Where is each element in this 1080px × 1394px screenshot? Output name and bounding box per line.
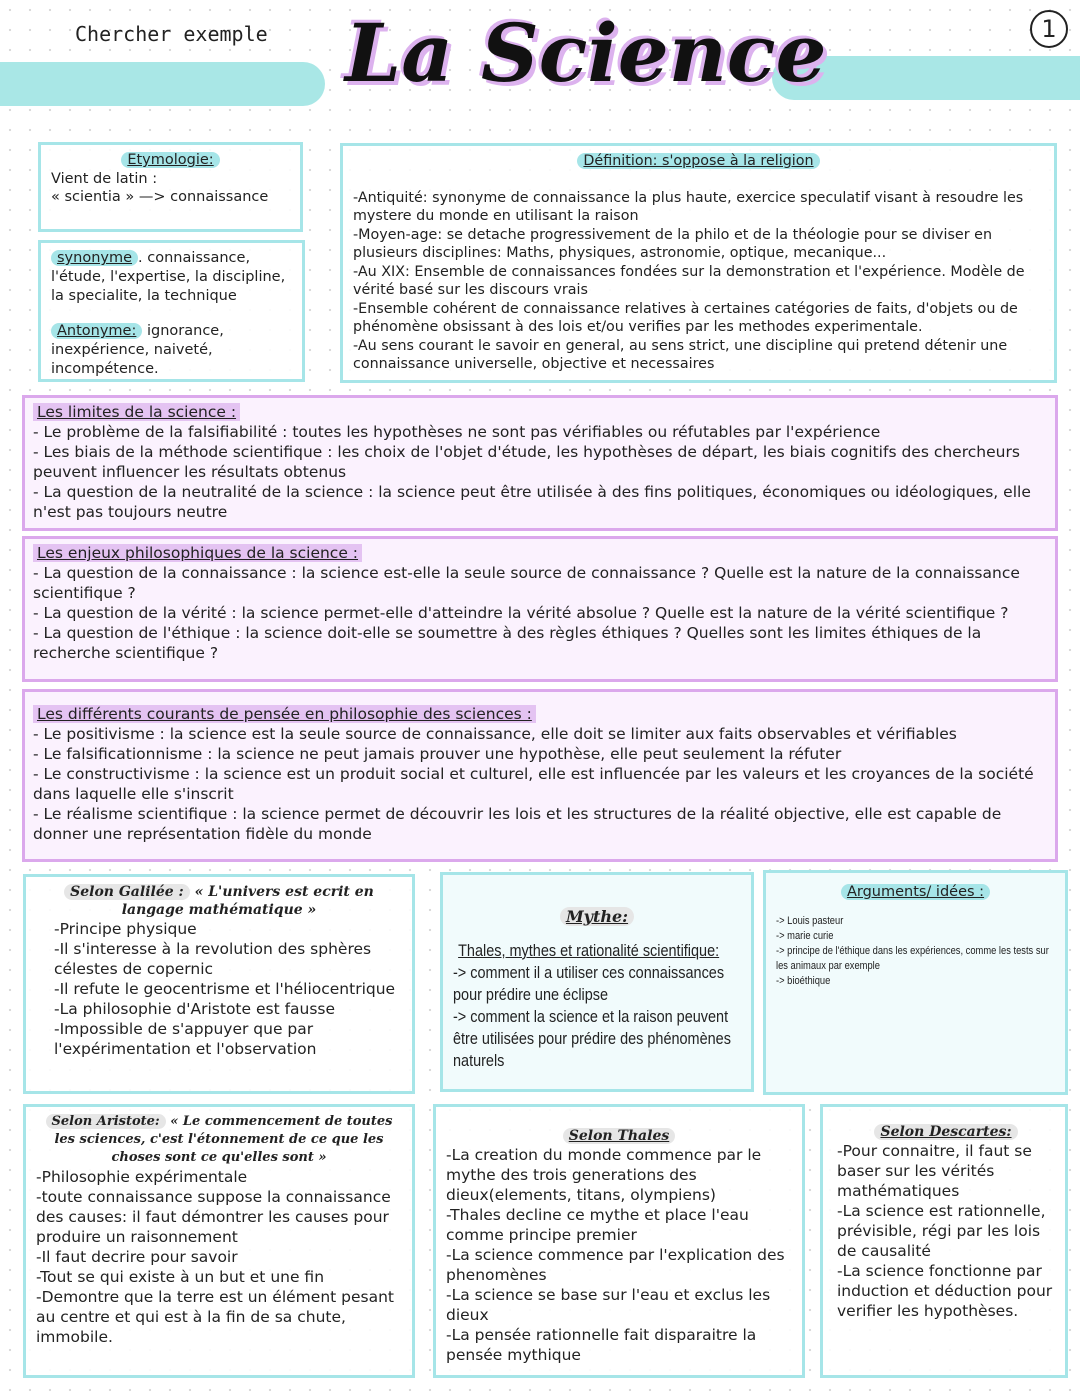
galilee-box	[23, 874, 415, 1094]
thales-item: -La pensée rationnelle fait disparaitre la pensée mythique	[446, 1326, 757, 1364]
thales-item: -La creation du monde commence par le mythe des trois generations des dieux(elements, titans, olympiens)	[446, 1146, 762, 1204]
descartes-title: Selon Descartes:	[874, 1124, 1017, 1140]
currents-item: - Le positivisme : la science est la seule source de connaissance, elle doit se limiter aux faits observables et vérifiables	[33, 725, 957, 743]
limits-item: - Le problème de la falsifiabilité : toutes les hypothèses ne sont pas vérifiables ou réfutables par l'expérience	[33, 423, 881, 441]
thales-item: -Thales decline ce mythe et place l'eau comme principe premier	[446, 1206, 749, 1244]
currents-box	[22, 689, 1058, 862]
stakes-item: - La question de l'éthique : la science doit-elle se soumettre à des règles éthiques ? Quelles sont les limites éthiques de la recherche scientifique ?	[33, 624, 982, 662]
myth-box	[440, 872, 754, 1092]
search-hint: Chercher exemple	[75, 22, 268, 46]
arguments-box	[763, 870, 1068, 1095]
arguments-item: -> principe de l'éthique dans les expériences, comme les tests sur les animaux par exemple	[776, 945, 1049, 972]
thales-item: -La science commence par l'explication des phenomènes	[446, 1246, 785, 1284]
etymology-box	[38, 142, 303, 232]
definition-title: Définition: s'oppose à la religion	[577, 153, 819, 169]
currents-item: - Le constructivisme : la science est un produit social et culturel, elle est influencée par les valeurs et les croyances de la société dans laquelle elle s'inscrit	[33, 765, 1034, 803]
aristote-quote: « Le commencement de toutes les sciences, c'est l'étonnement de ce que les choses sont ce qu'elles sont »	[54, 1114, 393, 1165]
limits-item: - Les biais de la méthode scientifique : les choix de l'objet d'étude, les hypothèses de départ, les biais cognitifs des chercheurs peuvent influencer les résultats obtenus	[33, 443, 1020, 481]
aristote-item: -Philosophie expérimentale	[36, 1168, 248, 1186]
limits-box	[22, 395, 1058, 531]
synonym-text: . connaissance, l'étude, l'expertise, la discipline, la specialite, la technique	[51, 250, 286, 304]
arguments-item: -> Louis pasteur	[776, 915, 844, 927]
limits-title: Les limites de la science :	[33, 403, 240, 421]
myth-item: -> comment il a utiliser ces connaissances pour prédire une éclipse	[453, 963, 725, 1004]
thales-box	[433, 1104, 805, 1378]
definition-item: -Ensemble cohérent de connaissance relatives à certaines catégories de faits, d'objets ou de phénomène obsissant à des lois et/ou verifies par les methodes experimentale.	[353, 300, 1018, 335]
page-title: La Science	[345, 6, 827, 100]
galilee-item: -La philosophie d'Aristote est fausse	[54, 1000, 336, 1018]
arguments-item: -> bioéthique	[776, 975, 831, 987]
descartes-item: -La science est rationnelle, prévisible, régi par les lois de causalité	[837, 1202, 1046, 1260]
currents-title: Les différents courants de pensée en philosophie des sciences :	[33, 705, 536, 723]
stakes-item: - La question de la vérité : la science permet-elle d'atteindre la vérité absolue ? Quelle est la nature de la vérité scientifique ?	[33, 604, 1009, 622]
galilee-quote: « L'univers est ecrit en langage mathématique »	[121, 884, 374, 918]
antonym-text: ignorance, inexpérience, naiveté, incompétence.	[51, 323, 224, 377]
galilee-title: Selon Galilée :	[64, 884, 190, 900]
descartes-item: -Pour connaitre, il faut se baser sur les vérités mathématiques	[837, 1142, 1032, 1200]
definition-item: -Antiquité: synonyme de connaissance la plus haute, exercice speculatif visant à resoudre les mystere du monde en utilisant la raison	[353, 189, 1024, 224]
stakes-box	[22, 536, 1058, 682]
antonym-label: Antonyme:	[51, 323, 142, 339]
galilee-item: -Impossible de s'appuyer que par l'expérimentation et l'observation	[54, 1020, 317, 1058]
galilee-item: -Il refute le geocentrisme et l'héliocentrique	[54, 980, 396, 998]
etymology-title: Etymologie:	[121, 152, 219, 168]
galilee-item: -Il s'interesse à la revolution des sphères célestes de copernic	[54, 940, 372, 978]
stakes-item: - La question de la connaissance : la science est-elle la seule source de connaissance ? Quelle est la nature de la connaissance scientifique ?	[33, 564, 1020, 602]
myth-title: Mythe:	[560, 907, 634, 926]
arguments-item: -> marie curie	[776, 930, 834, 942]
synonym-label: synonyme	[51, 250, 138, 266]
etymology-line: « scientia » —> connaissance	[51, 189, 269, 205]
aristote-item: -Demontre que la terre est un élément pesant au centre et qui est à la fin de sa chute, immobile.	[36, 1288, 394, 1346]
aristote-item: -Tout se qui existe à un but et une fin	[36, 1268, 325, 1286]
thales-title: Selon Thales	[563, 1128, 676, 1144]
currents-item: - Le réalisme scientifique : la science permet de découvrir les lois et les structures de la réalité objective, elle est capable de donner une représentation fidèle du monde	[33, 805, 1002, 843]
descartes-item: -La science fonctionne par induction et déduction pour verifier les hypothèses.	[837, 1262, 1053, 1320]
header-band-left	[0, 62, 325, 106]
definition-item: -Moyen-age: se detache progressivement de la philo et de la théologie pour se diviser en plusieurs disciplines: Maths, physiques, astronomie, optique, mecanique...	[353, 226, 993, 261]
descartes-box	[820, 1104, 1068, 1378]
stakes-title: Les enjeux philosophiques de la science :	[33, 544, 362, 562]
galilee-item: -Principe physique	[54, 920, 197, 938]
currents-item: - Le falsificationnisme : la science ne peut jamais prouver une hypothèse, elle peut seulement la réfuter	[33, 745, 842, 763]
definition-item: -Au sens courant le savoir en general, au sens strict, une discipline qui pretend détenir une connaissance universelle, objective et necessaires	[353, 337, 1008, 372]
myth-subtitle: Thales, mythes et rationalité scientifique:	[458, 941, 720, 960]
myth-item: -> comment la science et la raison peuvent être utilisées pour prédire des phénomènes naturels	[453, 1007, 731, 1070]
limits-item: - La question de la neutralité de la science : la science peut être utilisée à des fins politiques, économiques ou idéologiques, elle n'est pas toujours neutre	[33, 483, 1031, 521]
aristote-box	[23, 1104, 415, 1378]
definition-box	[340, 143, 1057, 383]
aristote-title: Selon Aristote:	[46, 1114, 166, 1129]
arguments-title: Arguments/ idées :	[841, 884, 990, 900]
aristote-item: -toute connaissance suppose la connaissance des causes: il faut démontrer les causes pour produire un raisonnement	[36, 1188, 391, 1246]
page-number: 1	[1030, 10, 1068, 48]
synonyms-box	[38, 240, 305, 382]
aristote-item: -Il faut decrire pour savoir	[36, 1248, 238, 1266]
thales-item: -La science se base sur l'eau et exclus les dieux	[446, 1286, 771, 1324]
definition-item: -Au XIX: Ensemble de connaissances fondées sur la demonstration et l'expérience. Modèle de vérité basé sur les discours vrais	[353, 263, 1025, 298]
etymology-line: Vient de latin :	[51, 170, 158, 187]
